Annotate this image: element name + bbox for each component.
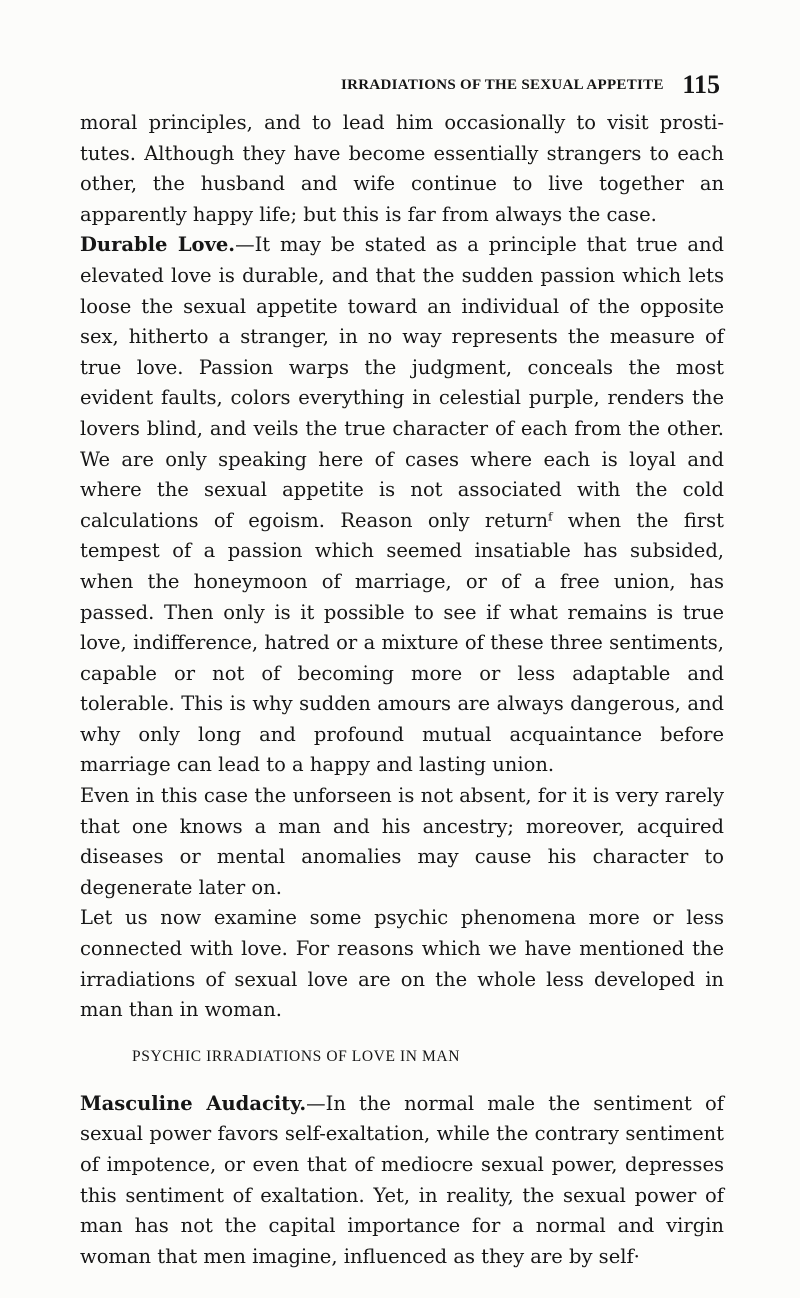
run-in-heading-masculine-audacity: Masculine Audacity. — [80, 1091, 307, 1115]
paragraph-text: Even in this case the unforseen is not absent, for it is very rarely that one knows a man and his ancestry; moreover, acquired diseases or mental anomalies may cause his character to degenerate later on. — [80, 784, 724, 899]
page-number: 115 — [682, 70, 720, 99]
section-heading: PSYCHIC IRRADIATIONS OF LOVE IN MAN — [132, 1047, 461, 1065]
paragraph-unforseen — [80, 781, 724, 903]
running-head: IRRADIATIONS OF THE SEXUAL APPETITE — [341, 77, 664, 93]
paragraph-psychic-phenomena — [80, 903, 724, 1025]
paragraph-text: moral principles, and to lead him occasionally to visit prostitutes. Although they have become essentially strangers to each other, the husband and wife continue to live together an apparently happy life; but this is far from always the case. — [80, 111, 724, 226]
paragraph-text: Let us now examine some psychic phenomena more or less connected with love. For reasons which we have mentioned the irradiations of sexual love are on the whole less developed in man than in woman. — [80, 906, 724, 1022]
paragraph-text: —In the normal male the sentiment of sexual power favors self-exaltation, while the contrary sentiment of impotence, or even that of mediocre sexual power, depresses this sentiment of exaltation. Yet, in reality, the sexual power of man has not the capital importance for a normal and virgin woman that men imagine, influenced as they are by self· — [80, 1091, 724, 1268]
paragraph-durable-love — [80, 230, 724, 781]
paragraph-continuation — [80, 108, 724, 230]
body-text — [80, 108, 724, 1273]
paragraph-masculine-audacity — [80, 1089, 724, 1273]
run-in-heading-durable-love: Durable Love. — [80, 233, 236, 257]
paragraph-text: —It may be stated as a principle that true and elevated love is durable, and that the sudden passion which lets loose the sexual appetite toward an individual of the opposite sex, hitherto a stranger, in no way represents the measure of true love. Passion warps the judgment, conceals the most evident faults, colors everything in celestial purple, renders the lovers blind, and veils the true character of each from the other. We are only speaking here of cases where each is loyal and where the sexual appetite is not associated with the cold calculations of egoism. Reason only returnᶠ when the first tempest of a passion which seemed insatiable has subsided, when the honeymoon of marriage, or of a free union, has passed. Then only is it possible to see if what remains is true love, indifference, hatred or a mixture of these three sentiments, capable or not of becoming more or less adaptable and tolerable. This is why sudden amours are always dangerous, and why only long and profound mutual acquaintance before marriage can lead to a happy and lasting union. — [80, 233, 724, 777]
page-bottom-margin — [80, 1272, 724, 1273]
